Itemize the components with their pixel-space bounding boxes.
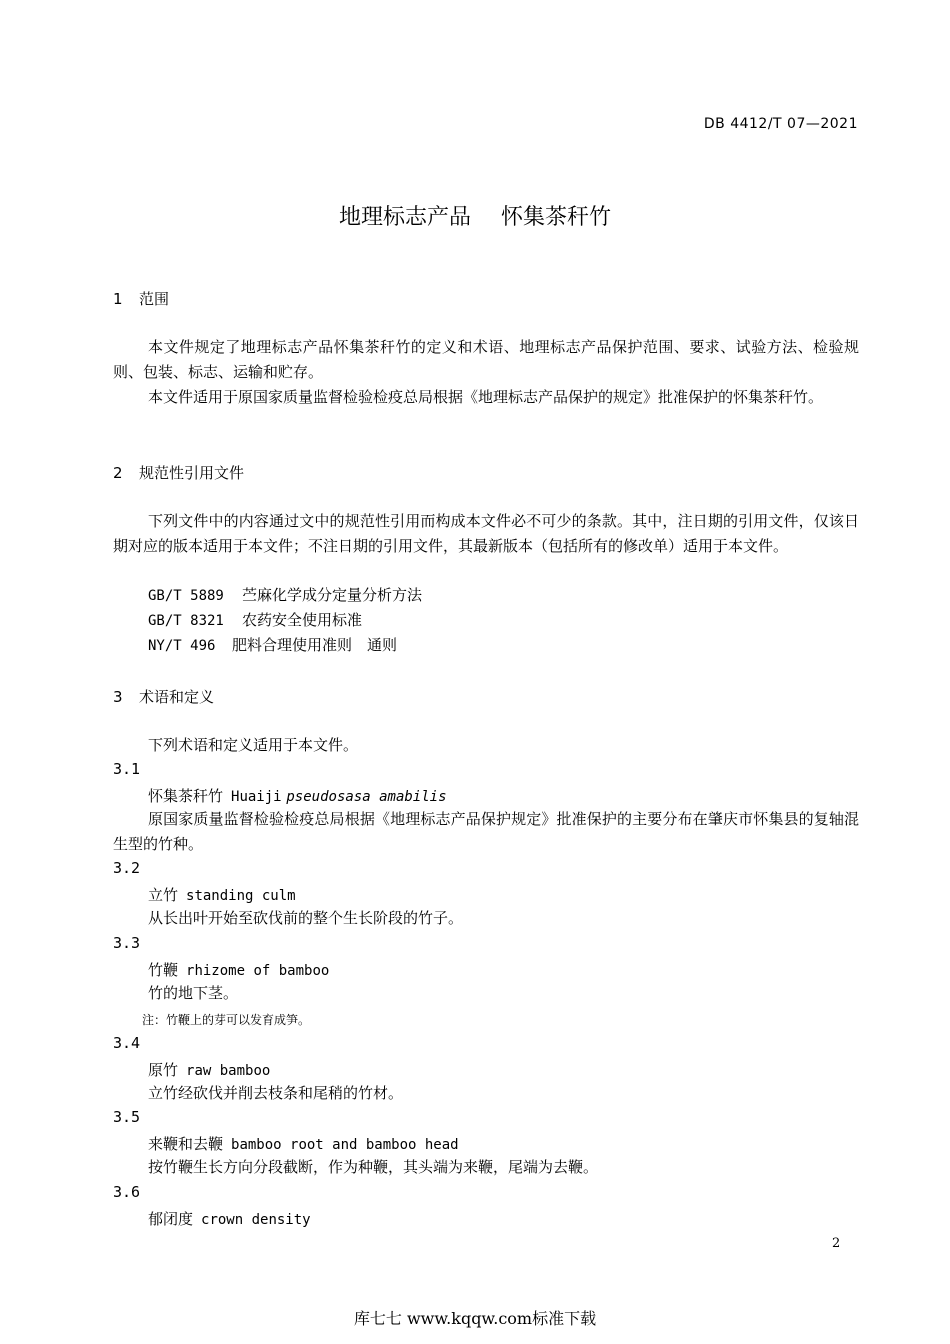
section-title: 范围: [139, 290, 170, 308]
section-title: 规范性引用文件: [139, 464, 245, 482]
page-title: [0, 200, 950, 231]
section-number: 1: [113, 290, 123, 308]
term-chinese: 郁闭度: [148, 1210, 194, 1228]
term-english: rhizome of bamboo: [186, 963, 330, 979]
section-1-paragraph-2: 本文件适用于原国家质量监督检验检疫总局根据《地理标志产品保护的规定》批准保护的怀集茶秆竹。: [148, 388, 824, 406]
term-english: crown density: [201, 1212, 311, 1228]
term-definition: 竹的地下茎。: [148, 984, 239, 1002]
section-2-heading: [113, 462, 244, 483]
reference-code: GB/T 5889: [148, 588, 224, 604]
term-definition: 按竹鞭生长方向分段截断，作为种鞭，其头端为来鞭，尾端为去鞭。: [148, 1158, 599, 1176]
title-part-1: 地理标志产品: [338, 205, 471, 230]
term-heading: [148, 1059, 270, 1080]
document-code: DB 4412/T 07—2021: [703, 116, 858, 132]
term-english: raw bamboo: [186, 1063, 271, 1079]
term-chinese: 来鞭和去鞭: [148, 1135, 224, 1153]
term-chinese: 竹鞭: [148, 961, 179, 979]
section-2-paragraph-1: 下列文件中的内容通过文中的规范性引用而构成本文件必不可少的条款。其中，注日期的引用文件，仅该日期对应的版本适用于本文件；不注日期的引用文件，其最新版本（包括所有的修改单）适用于本文件。: [113, 512, 859, 555]
reference-item: [148, 634, 397, 655]
term-heading: [148, 1133, 459, 1154]
page-number: 2: [832, 1236, 841, 1251]
term-number: 3.4: [113, 1034, 141, 1052]
section-3-heading: [113, 686, 214, 707]
term-heading: [148, 884, 296, 905]
term-definition: 从长出叶开始至砍伐前的整个生长阶段的竹子。: [148, 909, 464, 927]
section-1-heading: [113, 288, 169, 309]
section-3-intro: 下列术语和定义适用于本文件。: [148, 736, 359, 754]
reference-title: 农药安全使用标准: [242, 611, 363, 629]
title-part-2: 怀集茶秆竹: [501, 205, 612, 230]
term-chinese: 怀集茶秆竹: [148, 787, 224, 805]
term-heading: [148, 1208, 311, 1229]
section-title: 术语和定义: [139, 688, 215, 706]
term-english: Huaiji: [231, 789, 282, 805]
term-number: 3.1: [113, 760, 141, 778]
reference-item: [148, 584, 422, 605]
reference-title: 苎麻化学成分定量分析方法: [242, 586, 423, 604]
term-chinese: 原竹: [148, 1061, 179, 1079]
section-1-paragraph-1: 本文件规定了地理标志产品怀集茶秆竹的定义和术语、地理标志产品保护范围、要求、试验方法、检验规则、包装、标志、运输和贮存。: [113, 338, 859, 381]
term-heading: [148, 959, 329, 980]
term-definition: 立竹经砍伐并削去枝条和尾稍的竹材。: [148, 1084, 404, 1102]
term-number: 3.5: [113, 1108, 141, 1126]
reference-code: NY/T 496: [148, 638, 216, 654]
section-number: 2: [113, 464, 123, 482]
term-english: bamboo root and bamboo head: [231, 1137, 459, 1153]
reference-title: 肥料合理使用准则 通则: [232, 636, 398, 654]
term-note: 注：竹鞭上的芽可以发育成笋。: [142, 1013, 311, 1027]
term-number: 3.3: [113, 934, 141, 952]
term-number: 3.6: [113, 1183, 141, 1201]
term-english-italic: pseudosasa amabilis: [286, 789, 447, 805]
reference-item: [148, 609, 362, 630]
term-heading: [148, 785, 447, 806]
term-number: 3.2: [113, 859, 141, 877]
term-definition: 原国家质量监督检验检疫总局根据《地理标志产品保护规定》批准保护的主要分布在肇庆市怀集县的复轴混生型的竹种。: [113, 810, 859, 853]
term-chinese: 立竹: [148, 886, 179, 904]
reference-code: GB/T 8321: [148, 613, 224, 629]
section-number: 3: [113, 688, 123, 706]
term-english: standing culm: [186, 888, 296, 904]
footer-watermark-text: 库七七 www.kqqw.com标准下载: [353, 1309, 597, 1328]
